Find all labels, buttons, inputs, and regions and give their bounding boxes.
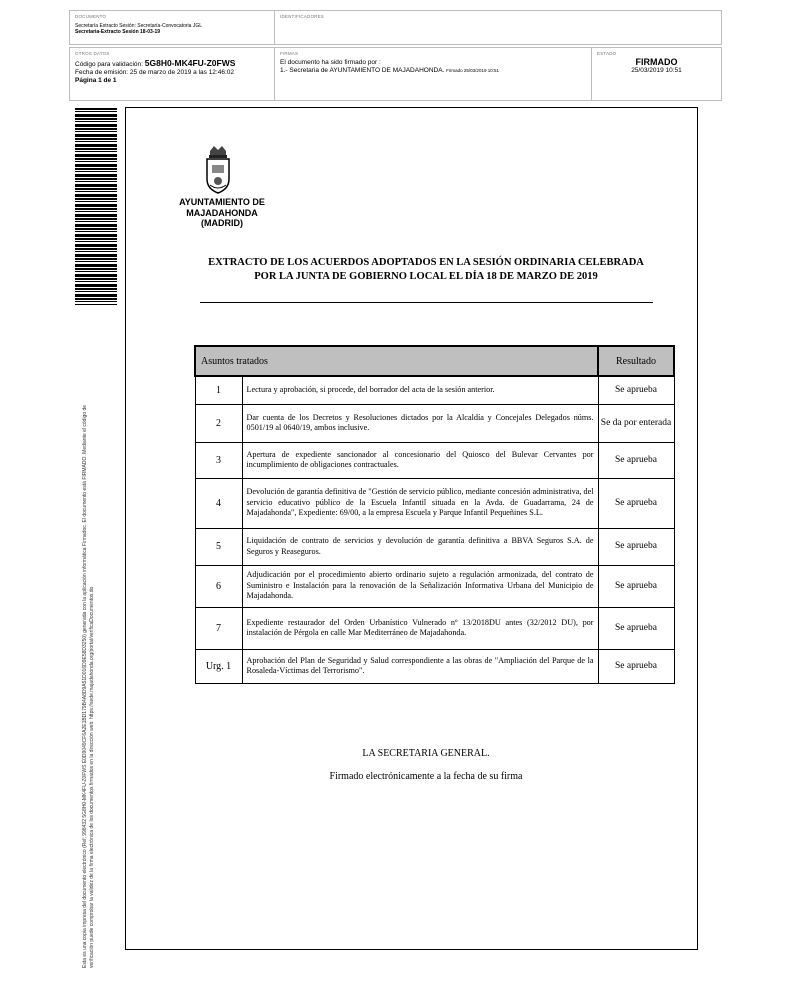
side-text-1: Esta es una copia impresa del documento electrónico (Ref: 998432 5G8H0-MK4FU-Z0FWS E0D9049CF6A2E1BD179B4A8D9A51D016D9E58D3250) generada con la aplicación informática Firmadoc. El documento está FIRMADO. Mediante el código de — [82, 404, 88, 968]
estado-fecha: 25/03/2019 10:51 — [631, 67, 682, 74]
row-number: 6 — [195, 565, 242, 607]
codigo-validacion — [75, 59, 269, 69]
agenda-table — [194, 345, 675, 684]
row-subject: Dar cuenta de los Decretos y Resoluciones dictados por la Alcaldía y Concejales Delegados núms. 0501/19 al 0640/19, ambos inclusive. — [242, 404, 598, 442]
row-result: Se aprueba — [598, 442, 674, 478]
coat-of-arms-icon — [202, 145, 234, 195]
table-row — [195, 607, 674, 649]
identificadores-box — [274, 10, 722, 45]
otros-datos-label: OTROS DATOS — [75, 51, 110, 56]
firmante-name: 1.- Secretaria de AYUNTAMIENTO DE MAJADAHONDA. — [280, 67, 445, 74]
row-number: 5 — [195, 528, 242, 565]
letterhead-line-1: AYUNTAMIENTO DE — [179, 197, 265, 207]
firmante — [280, 67, 586, 75]
row-number: 4 — [195, 478, 242, 528]
table-row — [195, 565, 674, 607]
table-row — [195, 442, 674, 478]
table-row — [195, 404, 674, 442]
table-row — [195, 649, 674, 683]
letterhead — [167, 197, 277, 229]
row-subject: Apertura de expediente sancionador al concesionario del Quiosco del Bulevar Cervantes por incumplimiento de obligaciones contractuales. — [242, 442, 598, 478]
firmado-por: El documento ha sido firmado por : — [280, 59, 381, 66]
pagina: Página 1 de 1 — [75, 77, 117, 84]
firmante-fecha: Firmado 25/03/2019 10:51 — [446, 68, 499, 73]
row-result: Se aprueba — [598, 565, 674, 607]
row-result: Se aprueba — [598, 649, 674, 683]
estado-box — [591, 47, 722, 101]
letterhead-line-2: MAJADAHONDA — [186, 207, 258, 218]
documento-box — [69, 10, 275, 45]
estado-label: ESTADO — [597, 51, 617, 56]
firmas-box — [274, 47, 592, 101]
col-asuntos: Asuntos tratados — [195, 346, 598, 376]
codigo-value: 5G8H0-MK4FU-Z0FWS — [144, 58, 236, 68]
row-number: 3 — [195, 442, 242, 478]
col-resultado: Resultado — [598, 346, 674, 376]
codigo-label: Código para validación: — [75, 61, 143, 68]
signature-line-2: Firmado electrónicamente a la fecha de su firma — [329, 771, 523, 782]
fecha-emision: Fecha de emisión: 25 de marzo de 2019 a las 12:46:02 — [75, 69, 234, 76]
table-row — [195, 478, 674, 528]
side-text-2: verificación puede comprobar la validez de la firma electrónica de los documentos firmados en la dirección web: https://sede.majadahonda.org/portal/verificaDocumentos.do — [89, 586, 95, 968]
signature-line-1: LA SECRETARIA GENERAL. — [362, 748, 490, 759]
row-subject: Liquidación de contrato de servicios y devolución de garantía definitiva a BBVA Seguros S.A. de Seguros y Reaseguros. — [242, 528, 598, 565]
signature-block — [196, 748, 656, 783]
documento-line-2: Secretaria-Extracto Sesión 18-03-19 — [75, 29, 161, 35]
estado-value: FIRMADO — [635, 57, 678, 67]
documento-label: DOCUMENTO — [75, 14, 107, 19]
row-result: Se aprueba — [598, 607, 674, 649]
row-result: Se aprueba — [598, 528, 674, 565]
title-line-1: EXTRACTO DE LOS ACUERDOS ADOPTADOS EN LA SESIÓN ORDINARIA CELEBRADA — [208, 257, 644, 268]
row-subject: Aprobación del Plan de Seguridad y Salud correspondiente a las obras de "Ampliación del Parque de la Rosaleda-Víctimas del Terrorismo". — [242, 649, 598, 683]
row-number: 1 — [195, 376, 242, 404]
row-result: Se da por enterada — [598, 404, 674, 442]
row-subject: Adjudicación por el procedimiento abierto ordinario sujeto a regulación armonizada, del contrato de Suministro e Instalación para la renovación de la Señalización Informativa Urbana del Municipio de Majadahonda. — [242, 565, 598, 607]
table-row — [195, 376, 674, 404]
firmas-label: FIRMAS — [280, 51, 299, 56]
row-number: 2 — [195, 404, 242, 442]
row-number: 7 — [195, 607, 242, 649]
letterhead-line-3: (MADRID) — [201, 218, 243, 228]
barcode — [75, 108, 117, 305]
documento-line-1: Secretaría Extracto Sesión: Secretaría-Convocatoria JGL — [75, 23, 203, 29]
row-result: Se aprueba — [598, 376, 674, 404]
otros-datos-box — [69, 47, 275, 101]
table-row — [195, 528, 674, 565]
document-title — [196, 256, 656, 284]
row-subject: Expediente restaurador del Orden Urbanístico Vulnerado nº 13/2018DU antes (32/2012 DU), por instalación de Pérgola en calle Mar Mediterráneo de Majadahonda. — [242, 607, 598, 649]
table-header-row — [195, 346, 674, 376]
title-rule — [200, 302, 653, 303]
row-subject: Lectura y aprobación, si procede, del borrador del acta de la sesión anterior. — [242, 376, 598, 404]
row-result: Se aprueba — [598, 478, 674, 528]
row-number: Urg. 1 — [195, 649, 242, 683]
row-subject: Devolución de garantía definitiva de "Gestión de servicio público, mediante concesión administrativa, del servicio educativo público de la Escuela Infantil situada en la Avda. de Guadarrama, 24 de Majadahonda", Expediente: 69/00, a la empresa Escuela y Parque Infantil Pequeñines S.L. — [242, 478, 598, 528]
title-line-2: POR LA JUNTA DE GOBIERNO LOCAL EL DÍA 18 DE MARZO DE 2019 — [254, 271, 598, 282]
identificadores-label: IDENTIFICADORES — [280, 14, 325, 19]
